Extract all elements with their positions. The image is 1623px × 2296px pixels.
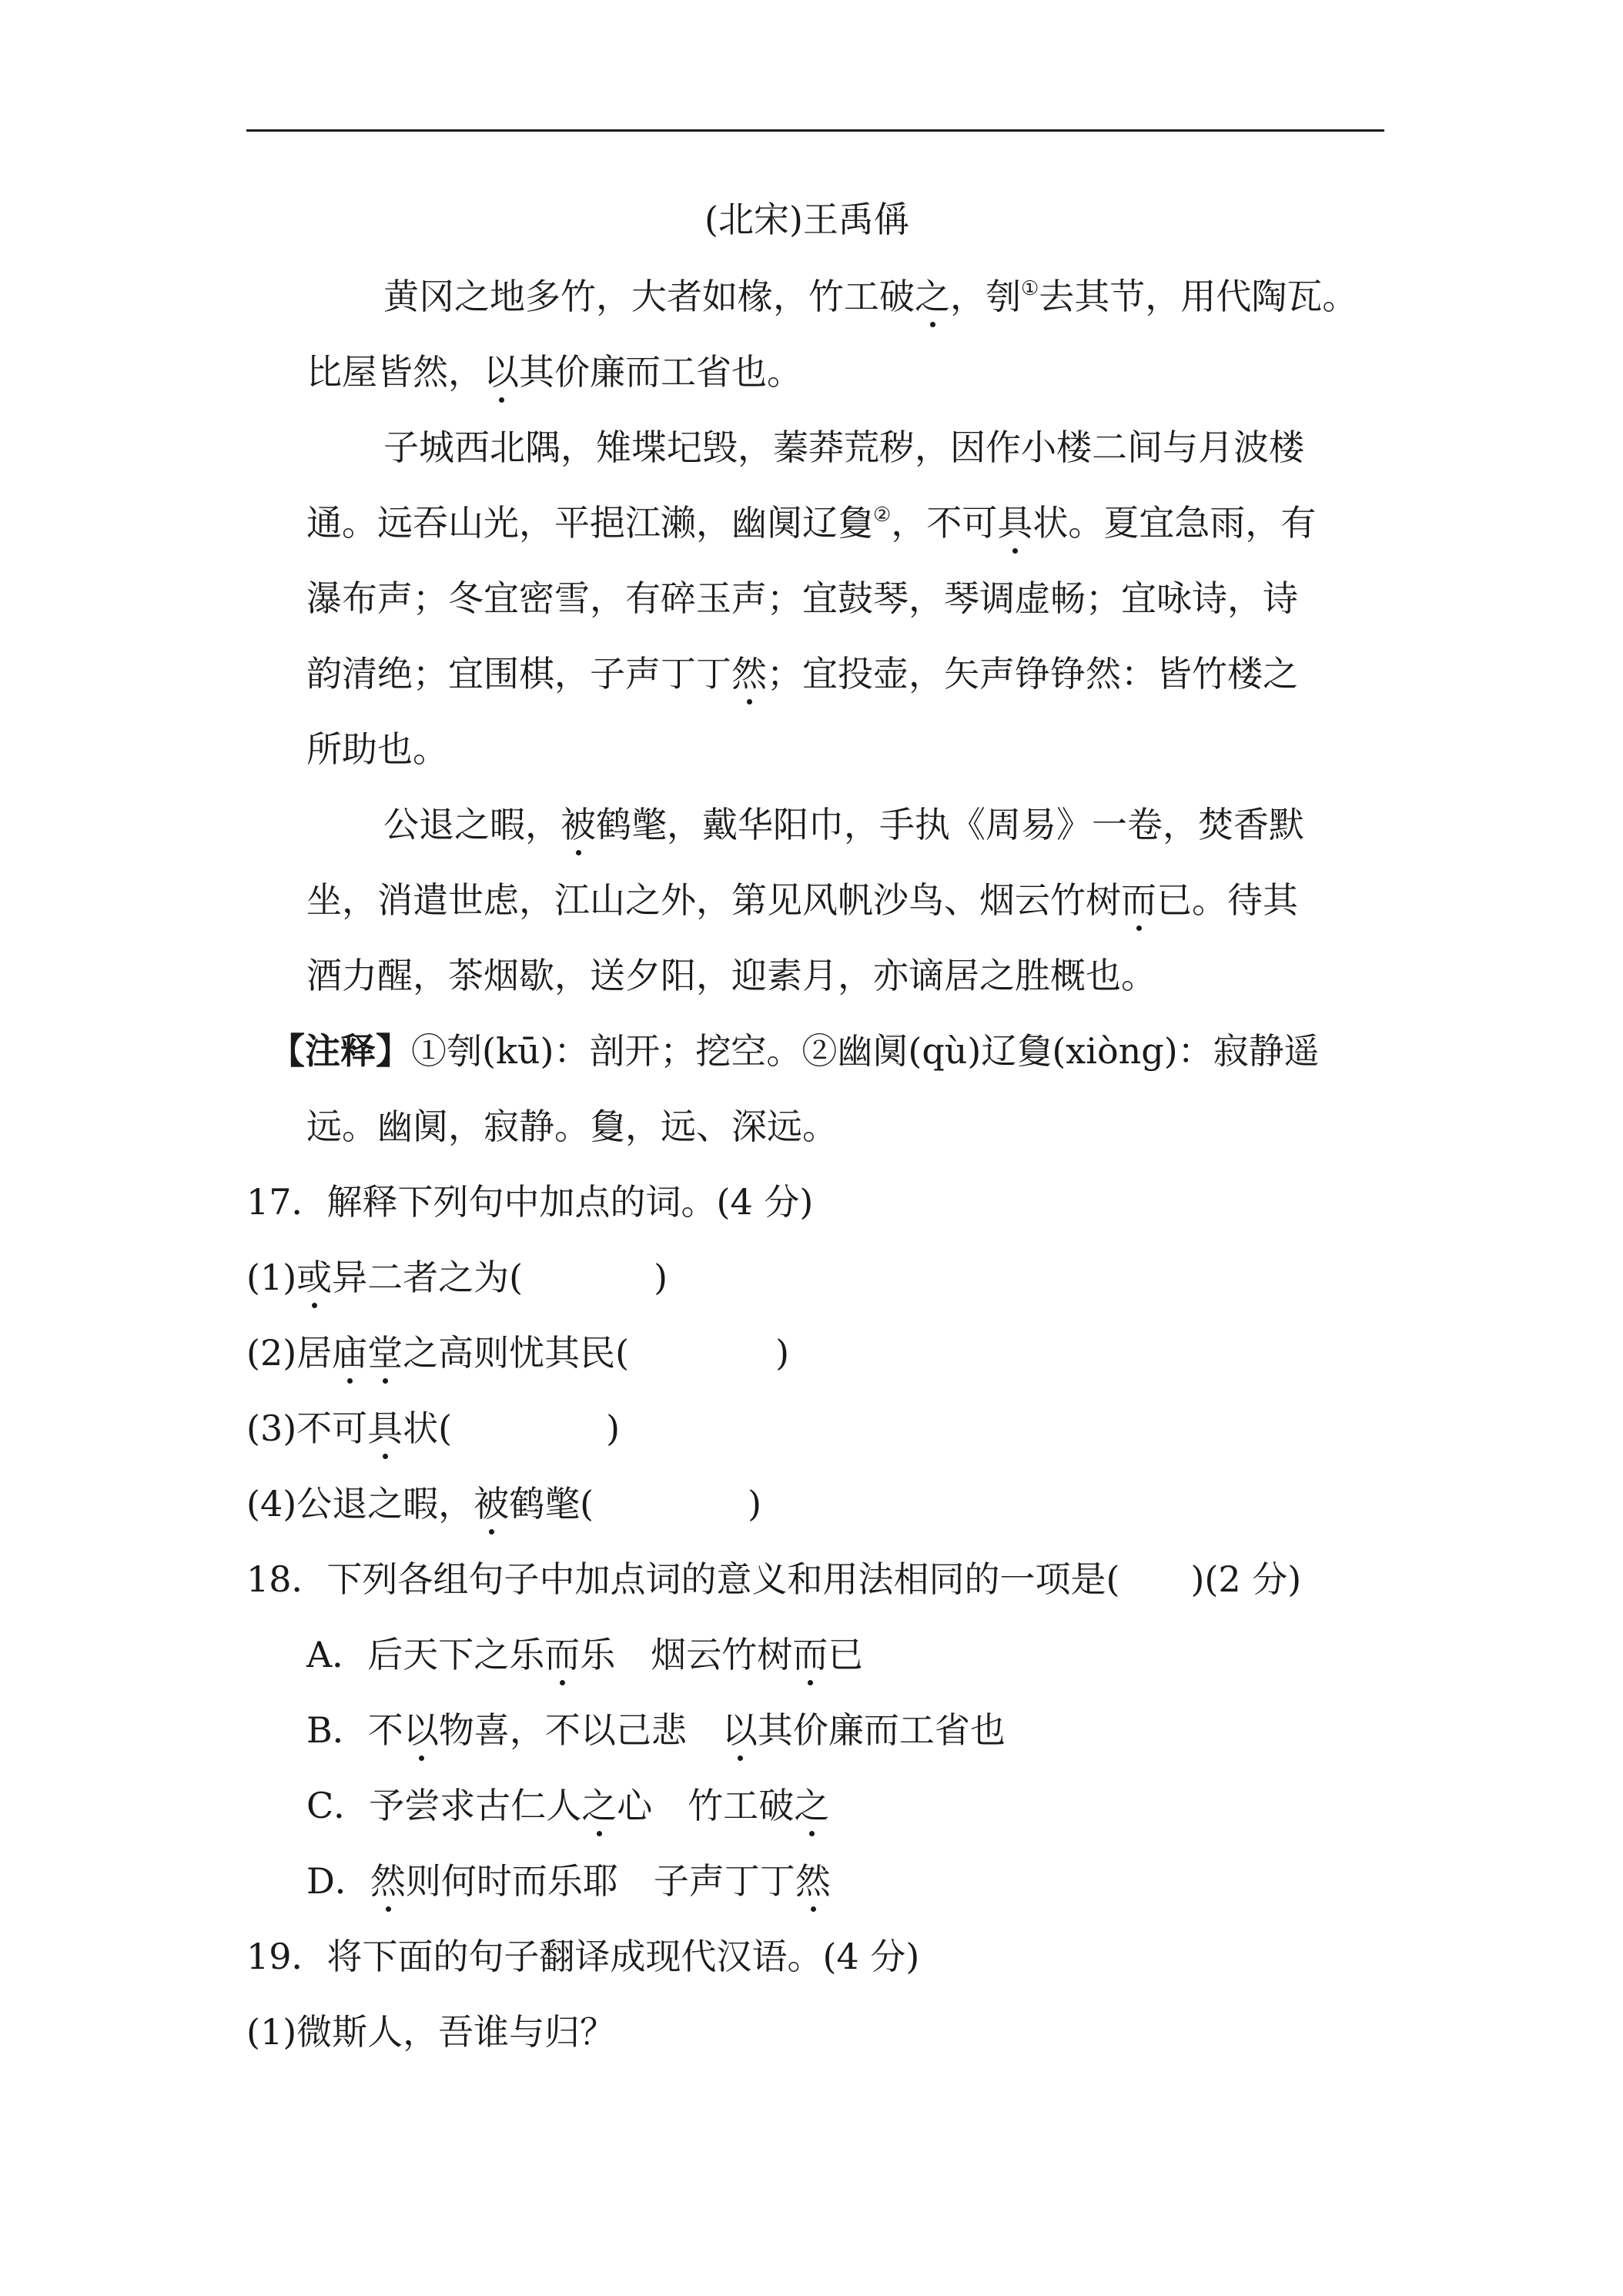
emphasis-dot-word: 被 (474, 1481, 509, 1527)
header-rule (246, 129, 1384, 132)
q18-option-d (306, 1858, 831, 1904)
q18-option-c (306, 1782, 829, 1829)
passage-p1-line2 (306, 349, 802, 395)
text-fragment: (北宋)王禹偁 (704, 199, 909, 240)
emphasis-dot-word: 以 (403, 1707, 439, 1753)
text-fragment: ，刳 (950, 276, 1021, 317)
text-fragment: 比屋皆然， (306, 351, 484, 393)
text-fragment: 瀑布声；冬宜密雪，有碎玉声；宜鼓琴，琴调虚畅；宜咏诗，诗 (306, 577, 1298, 619)
q17-item1 (246, 1254, 668, 1300)
text-fragment: B．不 (306, 1709, 403, 1751)
passage-p2-line1 (383, 424, 1304, 470)
q17-stem (246, 1179, 813, 1225)
text-fragment: 17．解释下列句中加点的词。(4 分) (246, 1181, 814, 1223)
emphasis-dot-word: 堂 (367, 1330, 403, 1376)
emphasis-dot-word: 庙 (332, 1330, 367, 1376)
text-fragment: 远。幽阒，寂静。敻，远、深远。 (306, 1106, 838, 1147)
text-fragment: ) (606, 1407, 621, 1449)
passage-p3-line2 (306, 877, 1298, 923)
emphasis-dot-word: 被 (561, 802, 596, 848)
author-line (704, 196, 909, 243)
text-fragment: 已。待其 (1156, 879, 1298, 921)
text-fragment: (4)公退之暇， (246, 1483, 474, 1525)
text-fragment: ② (873, 504, 892, 527)
text-fragment: 鹤氅( (509, 1483, 594, 1525)
emphasis-dot-word: 然 (731, 651, 767, 697)
text-fragment: 心 竹工破 (617, 1785, 795, 1826)
q19-item1 (246, 2009, 615, 2055)
passage-p3-line1 (383, 802, 1304, 848)
text-fragment: ①刳(kū)：剖开；挖空。②幽阒(qù)辽敻(xiòng)：寂静遥 (411, 1030, 1320, 1072)
text-fragment: (3)不可 (246, 1407, 368, 1449)
text-fragment: 18．下列各组句子中加点词的意义和用法相同的一项是( )(2 分) (246, 1558, 1302, 1600)
text-fragment: 异二者之为( (332, 1257, 524, 1298)
q18-stem (246, 1556, 1301, 1602)
emphasis-dot-word: 然 (370, 1858, 406, 1904)
notes-line1 (269, 1028, 1320, 1074)
passage-p2-line4 (306, 651, 1298, 697)
text-fragment: ) (775, 1332, 790, 1374)
notes-line2 (306, 1103, 838, 1150)
text-fragment: ) (654, 1257, 668, 1298)
text-fragment: (1)微斯人，吾谁与归？ (246, 2011, 616, 2053)
text-fragment: 状( (403, 1407, 453, 1449)
text-fragment: ① (1021, 277, 1039, 300)
emphasis-dot-word: 以 (484, 349, 519, 395)
text-fragment: ) (748, 1483, 762, 1525)
text-fragment: 已 (828, 1634, 864, 1675)
text-fragment: 子城西北隅，雉堞圮毁，蓁莽荒秽，因作小楼二间与月波楼 (383, 427, 1304, 468)
text-fragment: 黄冈之地多竹，大者如椽，竹工破 (383, 276, 915, 317)
text-fragment: 坐，消遣世虑，江山之外，第见风帆沙鸟、烟云竹树 (306, 879, 1121, 921)
text-fragment: ；宜投壶，矢声铮铮然：皆竹楼之 (767, 653, 1298, 694)
text-fragment: ，不可 (891, 502, 998, 544)
q17-item4 (246, 1481, 761, 1527)
text-fragment: 酒力醒，茶烟歇，送夕阳，迎素月，亦谪居之胜概也。 (306, 955, 1156, 996)
text-fragment: 则何时而乐耶 子声丁丁 (405, 1860, 795, 1902)
emphasis-dot-word: 而 (1121, 877, 1156, 923)
emphasis-dot-word: 具 (997, 500, 1032, 546)
text-fragment: 公退之暇， (383, 804, 561, 845)
q17-item3 (246, 1405, 620, 1451)
text-fragment: 其价廉而工省也。 (519, 351, 802, 393)
text-fragment: 之高则忧其民( (403, 1332, 630, 1374)
text-fragment: 鹤氅，戴华阳巾，手执《周易》一卷，焚香默 (596, 804, 1304, 845)
text-fragment: C．予尝求古仁人 (306, 1785, 582, 1826)
emphasis-dot-word: 之 (915, 273, 950, 320)
passage-p3-line3 (306, 952, 1156, 999)
text-fragment: (1) (246, 1257, 297, 1298)
text-fragment: 乐 烟云竹树 (580, 1634, 793, 1675)
emphasis-dot-word: 而 (544, 1632, 580, 1678)
passage-p2-line3 (306, 575, 1298, 621)
emphasis-dot-word: 以 (722, 1707, 758, 1753)
text-fragment: 其价廉而工省也 (757, 1709, 1006, 1751)
emphasis-dot-word: 或 (296, 1254, 332, 1300)
text-fragment: 韵清绝；宜围棋，子声丁丁 (306, 653, 731, 694)
text-fragment: A．后天下之乐 (306, 1634, 545, 1675)
q18-option-a (306, 1632, 863, 1678)
notes-label: 【注释】 (269, 1030, 411, 1072)
q19-stem (246, 1933, 919, 1980)
emphasis-dot-word: 具 (367, 1405, 403, 1451)
emphasis-dot-word: 之 (581, 1782, 617, 1829)
text-fragment: 去其节，用代陶瓦。 (1039, 276, 1358, 317)
passage-p2-line2 (306, 500, 1316, 546)
text-fragment: (2)居 (246, 1332, 333, 1374)
text-fragment: 物喜，不以己悲 (438, 1709, 722, 1751)
emphasis-dot-word: 而 (792, 1632, 828, 1678)
text-fragment: D． (306, 1860, 370, 1902)
emphasis-dot-word: 之 (794, 1782, 829, 1829)
passage-p2-line5 (306, 726, 448, 772)
q18-option-b (306, 1707, 1006, 1753)
emphasis-dot-word: 然 (795, 1858, 831, 1904)
text-fragment: 状。夏宜急雨，有 (1032, 502, 1317, 544)
passage-p1-line1 (383, 273, 1357, 320)
q17-item2 (246, 1330, 789, 1376)
text-fragment: 所助也。 (306, 728, 448, 770)
text-fragment: 通。远吞山光，平挹江濑，幽阒辽敻 (306, 502, 873, 544)
text-fragment: 19．将下面的句子翻译成现代汉语。(4 分) (246, 1936, 920, 1977)
